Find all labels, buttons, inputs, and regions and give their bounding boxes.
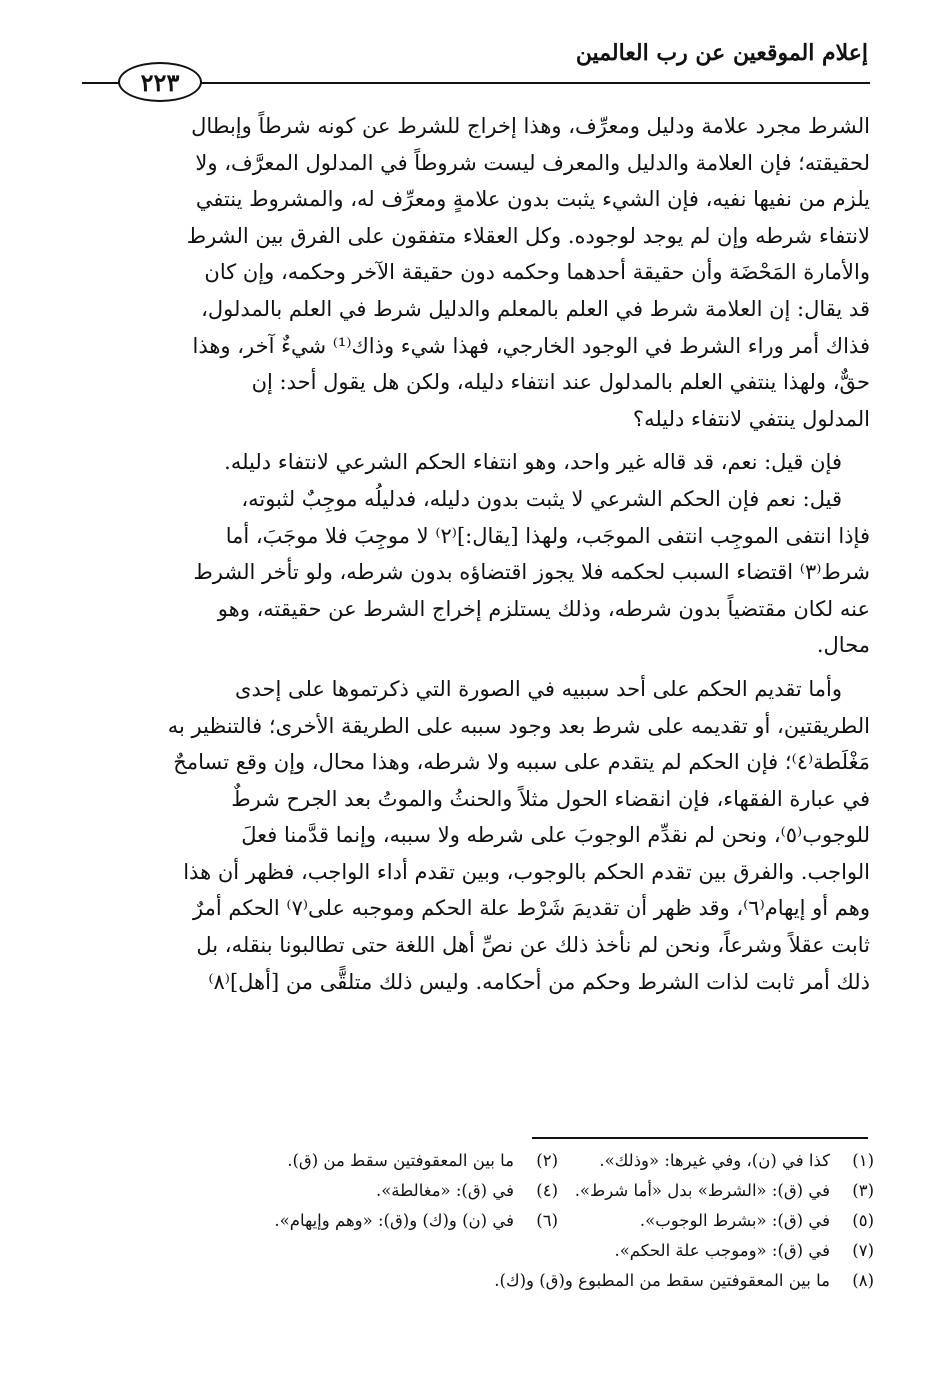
footnote xyxy=(242,1146,558,1176)
footnote-text: ما بين المعقوفتين سقط من (ق). xyxy=(287,1151,514,1170)
text-line: يلزم من نفيها نفيه، فإن الشيء يثبت بدون علامةٍ ومعرِّف له، والمشروط ينتفي xyxy=(195,187,870,212)
text-line: ثابت عقلاً وشرعاً، ونحن لم نأخذ ذلك عن نصِّ أهل اللغة حتى تطالبونا بنقله، بل xyxy=(196,933,870,958)
text-line: لانتفاء شرطه وإن لم يوجد لوجوده. وكل العقلاء متفقون على الفرق بين الشرط xyxy=(186,223,870,248)
footnote xyxy=(558,1176,874,1206)
footnote-text: في (ق): «مغالطة». xyxy=(375,1181,514,1200)
footnote-rule xyxy=(532,1137,868,1139)
footnote-number: (٧) xyxy=(852,1241,874,1260)
footnote xyxy=(558,1146,874,1176)
footnote-row xyxy=(120,1266,874,1296)
text-line: الواجب. والفرق بين تقدم الحكم بالوجوب، وبين تقدم أداء الواجب، فظهر أن هذا xyxy=(183,859,870,884)
text-line: قيل: نعم فإن الحكم الشرعي لا يثبت بدون دليله، فدليلُه موجِبٌ لثبوته، xyxy=(241,486,842,511)
footnote-text: ما بين المعقوفتين سقط من المطبوع و(ق) و(ك). xyxy=(494,1271,830,1290)
footnote xyxy=(558,1236,874,1266)
footnote-number: (٨) xyxy=(852,1271,874,1290)
footnote-number: (٢) xyxy=(536,1151,558,1170)
page-number-badge xyxy=(118,62,202,102)
footnote-row xyxy=(120,1236,874,1266)
text-line: شرط⁽٣⁾ اقتضاء السبب لحكمه فلا يجوز اقتضاؤه بدون شرطه، ولو تأخر الشرط xyxy=(193,560,870,585)
footnote xyxy=(242,1206,558,1236)
text-line: محال. xyxy=(816,633,870,658)
text-line: ذلك أمر ثابت لذات الشرط وحكم من أحكامه. وليس ذلك متلقًّى من [أهل]⁽٨⁾ xyxy=(208,969,870,994)
footnote-number: (١) xyxy=(852,1151,874,1170)
text-line: فذاك أمر وراء الشرط في الوجود الخارجي، فهذا شيء وذاك⁽¹⁾ شيءٌ آخر، وهذا xyxy=(192,333,870,358)
text-line: والأمارة المَحْضَة وأن حقيقة أحدهما وحكمه دون حقيقة الآخر وحكمه، وإن كان xyxy=(204,260,870,285)
footnote-text: كذا في (ن)، وفي غيرها: «وذلك». xyxy=(599,1151,830,1170)
footnote xyxy=(494,1266,874,1296)
text-line: عنه لكان مقتضياً بدون شرطه، وذلك يستلزم إخراج الشرط عن حقيقته، وهو xyxy=(217,596,870,621)
text-line: للوجوب⁽٥⁾، ونحن لم نقدِّم الوجوبَ على شرطه ولا سببه، وإنما قدَّمنا فعلَ xyxy=(241,823,870,848)
text-line: وهم أو إيهام⁽٦⁾، وقد ظهر أن تقديمَ شَرْط علة الحكم وموجبه على⁽٧⁾ الحكم أمرٌ xyxy=(193,896,870,921)
text-line: لحقيقته؛ فإن العلامة والدليل والمعرف ليست شروطاً في المدلول المعرَّف، ولا xyxy=(195,150,870,175)
text-line: قد يقال: إن العلامة شرط في العلم بالمعلم والدليل شرط في العلم بالمدلول، xyxy=(201,296,870,321)
footnote-text: في (ق): «الشرط» بدل «أما شرط». xyxy=(574,1181,830,1200)
text-line: في عبارة الفقهاء، فإن انقضاء الحول مثلاً والحنثُ والموتُ بعد الجرح شرطٌ xyxy=(231,786,870,811)
footnote xyxy=(242,1176,558,1206)
main-text xyxy=(62,108,870,1000)
footnote-number: (٦) xyxy=(536,1211,558,1230)
footnote-text: في (ق): «بشرط الوجوب». xyxy=(639,1211,830,1230)
footnote xyxy=(558,1206,874,1236)
footnote-number: (٤) xyxy=(536,1181,558,1200)
text-line: وأما تقديم الحكم على أحد سببيه في الصورة التي ذكرتموها على إحدى xyxy=(235,676,842,701)
text-line: فإذا انتفى الموجِب انتفى الموجَب، ولهذا [يقال:]⁽٢⁾ لا موجِبَ فلا موجَبَ، أما xyxy=(225,523,870,548)
text-line: مَغْلَطة⁽٤⁾؛ فإن الحكم لم يتقدم على سببه ولا شرطه، وهذا محال، وإن وقع تسامحٌ xyxy=(173,750,870,775)
running-title: إعلام الموقعين عن رب العالمين xyxy=(575,40,868,66)
footnote-row xyxy=(120,1176,874,1206)
text-line: الطريقتين، أو تقديمه على شرط بعد وجود سببه على الطريقة الأخرى؛ فالتنظير به xyxy=(167,713,870,738)
footnote-text: في (ق): «وموجب علة الحكم». xyxy=(614,1241,830,1260)
footnote-row xyxy=(120,1206,874,1236)
footnotes xyxy=(120,1146,874,1296)
footnote-number: (٥) xyxy=(852,1211,874,1230)
footnote-number: (٣) xyxy=(852,1181,874,1200)
text-line: المدلول ينتفي لانتفاء دليله؟ xyxy=(632,406,870,431)
footnote-text: في (ن) و(ك) و(ق): «وهم وإيهام». xyxy=(274,1211,514,1230)
page-number: ٢٢٣ xyxy=(140,67,180,97)
text-line: الشرط مجرد علامة ودليل ومعرِّف، وهذا إخراج للشرط عن كونه شرطاً وإبطال xyxy=(191,114,870,138)
footnote-row xyxy=(120,1146,874,1176)
text-line: فإن قيل: نعم، قد قاله غير واحد، وهو انتفاء الحكم الشرعي لانتفاء دليله. xyxy=(224,450,842,475)
text-line: حقٌّ، ولهذا ينتفي العلم بالمدلول عند انتفاء دليله، ولكن هل يقول أحد: إن xyxy=(251,370,870,395)
